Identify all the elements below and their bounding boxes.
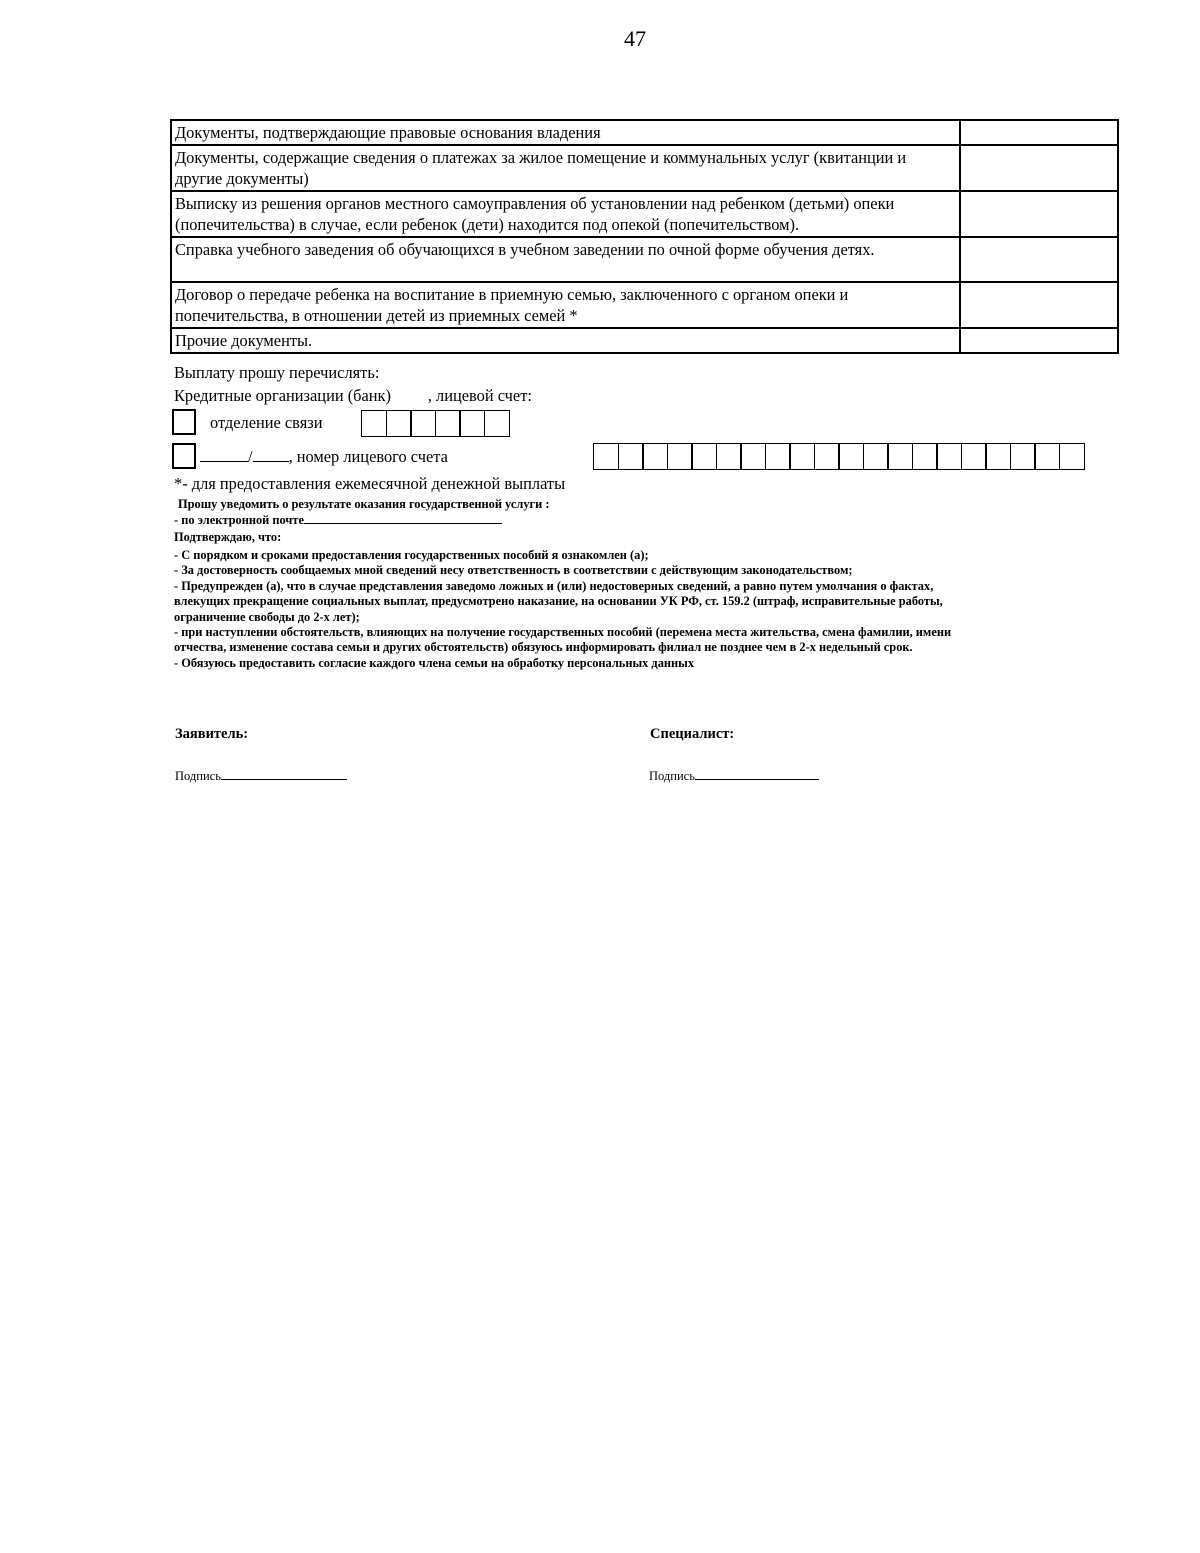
account-number-cell[interactable] (838, 443, 864, 470)
documents-table (170, 119, 1119, 354)
account-number-cell[interactable] (887, 443, 913, 470)
page-number: 47 (624, 26, 646, 51)
account-number-cells[interactable] (593, 443, 1085, 470)
account-number-cell[interactable] (691, 443, 717, 470)
table-row (171, 191, 1118, 237)
document-label: Документы, подтверждающие правовые основания владения (171, 120, 960, 145)
applicant-signature (175, 769, 347, 784)
account-number-cell[interactable] (593, 443, 619, 470)
email-label: - по электронной почте (174, 513, 304, 527)
account-number-cell[interactable] (961, 443, 987, 470)
specialist-title: Специалист: (650, 726, 735, 742)
signature-label: Подпись (649, 769, 695, 783)
confirm-item: - За достоверность сообщаемых мной сведений несу ответственность в соответствии с действующим законодательством; (174, 563, 853, 578)
account-number-cell[interactable] (1059, 443, 1085, 470)
account-blank[interactable] (200, 461, 248, 462)
email-line (174, 513, 502, 528)
account-number-cell[interactable] (985, 443, 1011, 470)
confirm-item: ограничение свободы до 2-х лет); (174, 609, 360, 624)
payment-heading: Выплату прошу перечислять: (174, 363, 380, 382)
document-label: Документы, содержащие сведения о платежах за жилое помещение и коммунальных услуг (квитанции и другие документы) (171, 145, 960, 191)
email-field[interactable] (304, 523, 502, 524)
applicant-title: Заявитель: (175, 726, 249, 742)
code-cell[interactable] (484, 410, 510, 437)
account-number-cell[interactable] (912, 443, 938, 470)
code-cell[interactable] (361, 410, 387, 437)
signature-label: Подпись (175, 769, 221, 783)
code-cell[interactable] (410, 410, 436, 437)
confirm-item: - С порядком и сроками предоставления государственных пособий я ознакомлен (а); (174, 548, 649, 562)
account-blank[interactable] (253, 461, 289, 462)
document-label: Прочие документы. (171, 328, 960, 353)
document-label: Договор о передаче ребенка на воспитание в приемную семью, заключенного с органом опеки и попечительства, в отношении детей из приемных семей * (171, 282, 960, 328)
document-mark-cell[interactable] (960, 328, 1118, 353)
account-line (200, 447, 448, 467)
table-row (171, 120, 1118, 145)
account-number-cell[interactable] (618, 443, 644, 470)
specialist-signature (649, 769, 819, 784)
document-label: Справка учебного заведения об обучающихся в учебном заведении по очной форме обучения детях. (171, 237, 960, 282)
account-number-cell[interactable] (716, 443, 742, 470)
code-cell[interactable] (386, 410, 412, 437)
account-number-cell[interactable] (765, 443, 791, 470)
account-number-cell[interactable] (814, 443, 840, 470)
post-office-code-cells[interactable] (361, 410, 510, 437)
document-mark-cell[interactable] (960, 191, 1118, 237)
confirm-item: отчества, изменение состава семьи и других обстоятельств) обязуюсь информировать филиал не позднее чем в 2-х недельный срок. (174, 640, 913, 655)
footnote: *- для предоставления ежемесячной денежной выплаты (174, 474, 566, 493)
account-number-cell[interactable] (789, 443, 815, 470)
confirm-item: - Предупрежден (а), что в случае представления заведомо ложных и (или) недостоверных сведений, а равно путем умолчания о фактах, (174, 578, 934, 593)
table-row (171, 282, 1118, 328)
account-number-cell[interactable] (1010, 443, 1036, 470)
post-office-label: отделение связи (210, 413, 323, 432)
confirm-heading: Подтверждаю, что: (174, 530, 282, 544)
confirm-item: влекущих прекращение социальных выплат, предусмотрено наказание, на основании УК РФ, ст. 159.2 (штраф, исправительные работы, (174, 594, 943, 609)
table-row (171, 145, 1118, 191)
code-cell[interactable] (435, 410, 461, 437)
account-number-cell[interactable] (642, 443, 668, 470)
account-label: , номер лицевого счета (288, 447, 448, 466)
account-number-cell[interactable] (1034, 443, 1060, 470)
document-mark-cell[interactable] (960, 237, 1118, 282)
account-number-cell[interactable] (936, 443, 962, 470)
account-checkbox[interactable] (172, 443, 196, 469)
post-office-checkbox[interactable] (172, 409, 196, 435)
account-number-cell[interactable] (740, 443, 766, 470)
notify-heading: Прошу уведомить о результате оказания государственной услуги : (178, 497, 550, 511)
table-row (171, 237, 1118, 282)
account-number-cell[interactable] (667, 443, 693, 470)
document-label: Выписку из решения органов местного самоуправления об установлении над ребенком (детьми) опеки (попечительства) в случае, если ребенок (дети) находится под опекой (попечительством). (171, 191, 960, 237)
account-slash: / (248, 447, 253, 466)
document-mark-cell[interactable] (960, 282, 1118, 328)
confirm-item: - Обязуюсь предоставить согласие каждого члена семьи на обработку персональных данных (174, 655, 695, 670)
applicant-signature-field[interactable] (221, 779, 347, 780)
code-cell[interactable] (459, 410, 485, 437)
document-mark-cell[interactable] (960, 120, 1118, 145)
confirm-item: - при наступлении обстоятельств, влияющих на получение государственных пособий (перемена места жительства, смена фамилии, имени (174, 625, 952, 640)
bank-line: Кредитные организации (банк) , лицевой счет: (174, 386, 532, 405)
specialist-signature-field[interactable] (695, 779, 819, 780)
table-row (171, 328, 1118, 353)
document-mark-cell[interactable] (960, 145, 1118, 191)
confirm-list (174, 548, 1114, 671)
account-number-cell[interactable] (863, 443, 889, 470)
